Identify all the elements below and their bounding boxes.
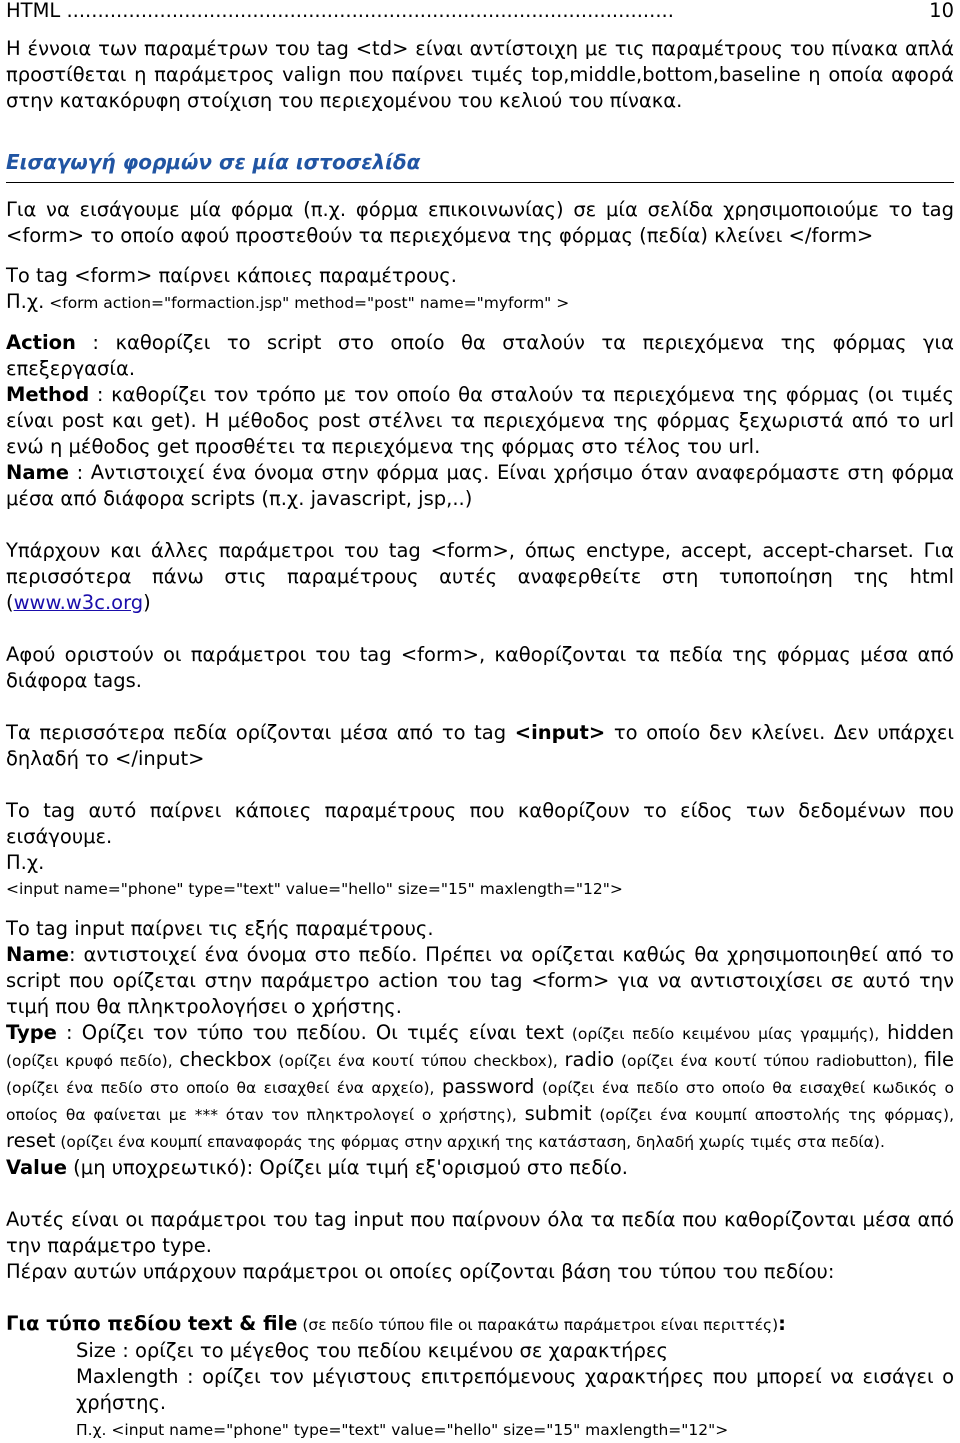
type-k-3: radio [564,1048,615,1071]
param-method [6,382,954,460]
type-d-0: (ορίζει πεδίο κειμένου μίας γραμμής), [563,1025,888,1043]
input-param-value [6,1155,954,1181]
example-lead: Π.χ. [6,290,45,313]
paragraph-fields: Αφού οριστούν οι παράμετροι του tag <form>, καθορίζονται τα πεδία της φόρμας μέσα από διάφορα tags. [6,643,954,692]
text-file-example-code: <input name="phone" type="text" value="hello" size="15" maxlength="12"> [106,1421,729,1439]
paragraph-other-params [6,538,954,616]
paragraph-input-tag [6,720,954,772]
input-tag-text-c: το οποίο δεν κλείνει. Δεν υπάρχει δηλαδή το </input> [6,721,954,770]
text-file-heading [6,1311,954,1338]
type-d-2: (ορίζει ένα κουτί τύπου checkbox), [271,1052,565,1070]
input-param-type-label: Type [6,1021,57,1044]
paragraph-input-list-intro: Το tag input παίρνει τις εξής παραμέτρους. [6,917,434,940]
param-name [6,460,954,512]
input-param-name [6,942,954,1020]
text-file-example-lead: Π.χ. [76,1421,107,1439]
param-action [6,330,954,382]
input-param-name-label: Name [6,943,70,966]
type-d-7: (ορίζει ένα κουμπί επαναφοράς της φόρμας στην αρχική της κατάσταση, δηλαδή χωρίς τιμές στα πεδία). [55,1133,885,1151]
param-action-text: : καθορίζει το script στο οποίο θα σταλούν τα περιεχόμενα της φόρμας για επεξεργασία. [6,331,954,380]
type-d-6: (ορίζει ένα κουμπί αποστολής της φόρμας), [591,1106,954,1124]
param-method-label: Method [6,383,90,406]
input-param-value-text: (μη υποχρεωτικό): Ορίζει μία τιμή εξ'ορισμού στο πεδίο. [66,1156,629,1179]
paragraph-input-params: Το tag αυτό παίρνει κάποιες παραμέτρους που καθορίζουν το είδος των δεδομένων που εισάγουμε. [6,799,954,848]
type-d-5: (ορίζει ένα πεδίο στο οποίο θα εισαχθεί κωδικός ο οποίος θα φαίνεται με *** όταν τον πληκτρολογεί ο χρήστης), [6,1079,954,1124]
param-action-label: Action [6,331,76,354]
input-param-type-lead: : Ορίζει τον τύπο του πεδίου. Οι τιμές είναι [56,1021,526,1044]
input-example-code: <input name="phone" type="text" value="hello" size="15" maxlength="12"> [6,880,623,898]
type-k-4: file [924,1048,954,1071]
type-d-1: (ορίζει κρυφό πεδίο), [6,1052,180,1070]
input-tag-bold: <input> [514,721,606,744]
page-header [6,0,954,22]
input-param-type [6,1020,954,1155]
paragraph-common-params: Αυτές είναι οι παράμετροι του tag input που παίρνουν όλα τα πεδία που καθορίζονται μέσα από την παράμετρο type. [6,1208,954,1257]
param-name-label: Name [6,461,70,484]
other-params-end: ) [143,591,151,614]
type-d-4: (ορίζει ένα πεδίο στο οποίο θα εισαχθεί ένα αρχείο), [6,1079,442,1097]
param-name-text: : Αντιστοιχεί ένα όνομα στην φόρμα μας. Είναι χρήσιμο όταν αναφερόμαστε στη φόρμα μέσα από διάφορα scripts (π.χ. javascript, jsp,..) [6,461,954,510]
text-file-note: (σε πεδίο τύπου file οι παρακάτω παράμετροι είναι περιττές) [297,1316,779,1334]
param-maxlength: Maxlength : ορίζει τον μέγιστους επιτρεπόμενους χαρακτήρες που μπορεί να εισάγει ο χρήστης. [76,1365,954,1414]
text-file-title: Για τύπο πεδίου text & file [6,1312,298,1335]
type-k-2: checkbox [179,1048,272,1071]
input-param-name-text: : αντιστοιχεί ένα όνομα στο πεδίο. Πρέπει να ορίζεται καθώς θα χρησιμοποιηθεί από το script που ορίζεται στην παράμετρο action του tag <form> για να αντιστοιχίσει σε αυτό την τιμή που θα πληκτρολογήσει ο χρήστης. [6,943,954,1018]
input-param-value-label: Value [6,1156,67,1179]
type-d-3: (ορίζει ένα κουτί τύπου radiobutton), [614,1052,925,1070]
type-k-0: text [525,1021,564,1044]
header-title: HTML .................................................................................................. [6,0,674,22]
input-example-lead: Π.χ. [6,851,45,874]
text-file-example [6,1416,954,1443]
input-tag-text-a: Τα περισσότερα πεδία ορίζονται μέσα από το tag [6,721,515,744]
text-file-colon: : [778,1312,786,1335]
param-method-text: : καθορίζει τον τρόπο με τον οποίο θα σταλούν τα περιεχόμενα της φόρμας (οι τιμές είναι post και get). Η μέθοδος post στέλνει τα περιεχόμενα της φόρμας ξεχωριστά από το url ενώ η μέθοδος get προσθέτει τα περιεχόμενα της φόρμας στο τέλος του url. [6,383,954,458]
section-title: Εισαγωγή φορμών σε μία ιστοσελίδα [6,148,954,183]
w3c-link[interactable]: www.w3c.org [13,591,144,614]
type-k-1: hidden [887,1021,954,1044]
type-k-6: submit [524,1102,592,1125]
other-params-text: Υπάρχουν και άλλες παράμετροι του tag <form>, όπως enctype, accept, accept-charset. Για περισσότερα πάνω στις παραμέτρους αυτές αναφερθείτε στη τυποποίηση της html ( [6,539,954,614]
paragraph-type-params: Πέραν αυτών υπάρχουν παράμετροι οι οποίες ορίζονται βάση του τύπου του πεδίου: [6,1260,835,1283]
type-k-5: password [441,1075,535,1098]
paragraph-td-valign: Η έννοια των παραμέτρων του tag <td> είναι αντίστοιχη με τις παραμέτρους του πίνακα απλά προστίθεται η παράμετρος valign που παίρνει τιμές top,middle,bottom,baseline η οποία αφορά στην κατακόρυφη στοίχιση του περιεχομένου του κελιού του πίνακα. [6,37,954,112]
form-example-code: <form action="formaction.jsp" method="post" name="myform" > [44,294,570,312]
param-size: Size : ορίζει το μέγεθος του πεδίου κειμένου σε χαρακτήρες [76,1339,668,1362]
paragraph-form-intro: Για να εισάγουμε μία φόρμα (π.χ. φόρμα επικοινωνίας) σε μία σελίδα χρησιμοποιούμε το tag <form> το οποίο αφού προστεθούν τα περιεχόμενα της φόρμας (πεδία) κλείνει </form> [6,198,954,247]
type-k-7: reset [6,1129,56,1152]
page-number: 10 [929,0,954,22]
form-example [6,289,954,316]
paragraph-form-params: Το tag <form> παίρνει κάποιες παραμέτρους. [6,264,457,287]
